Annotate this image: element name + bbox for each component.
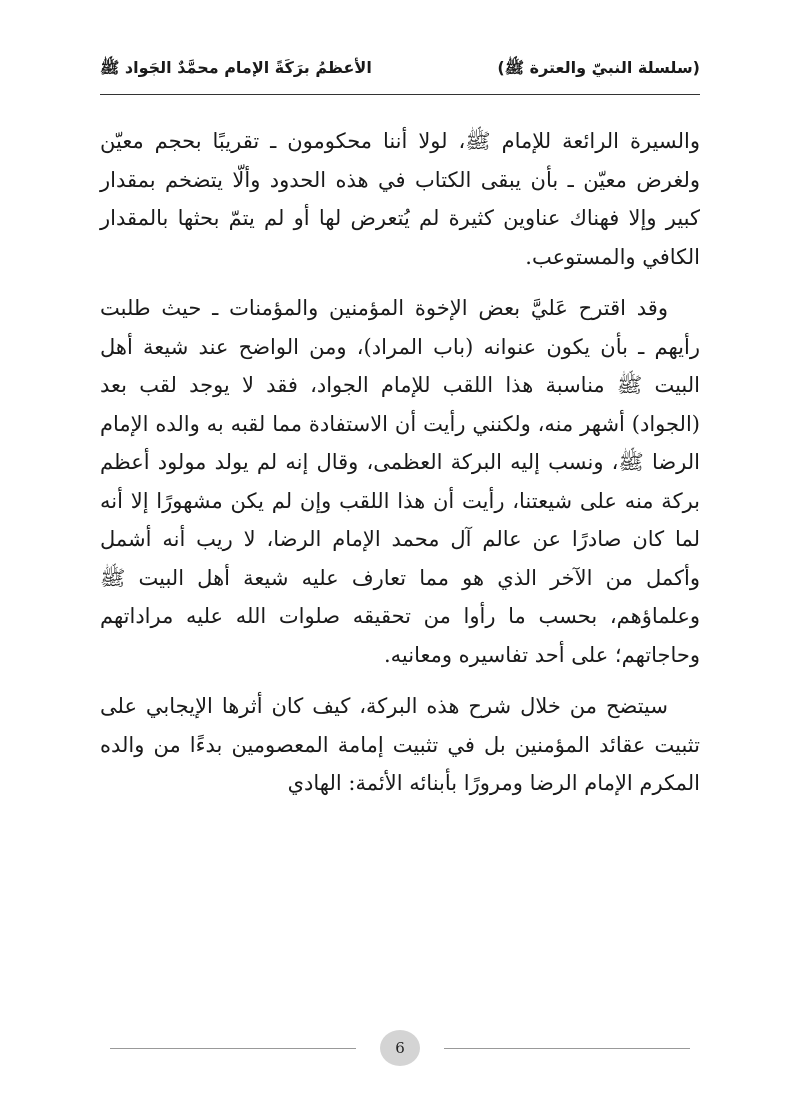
paragraph-2: وقد اقترح عَليَّ بعض الإخوة المؤمنين والمؤمنات ـ حيث طلبت رأيهم ـ بأن يكون عنوانه (باب المراد)، ومن الواضح عند شيعة أهل البيت ﷺ مناسبة هذا اللقب للإمام الجواد، فقد لا يوجد لقب بعد (الجواد) أشهر منه، ولكنني رأيت أن الاستفادة مما لقبه به والده الإمام الرضا ﷺ، ونسب إليه البركة العظمى، وقال إنه لم يولد مولود أعظم بركة منه على شيعتنا، رأيت أن هذا اللقب وإن لم يكن مشهورًا إلا أنه لما كان صادرًا عن عالم آل محمد الإمام الرضا، لا ريب أنه أشمل وأكمل من الآخر الذي هو مما تعارف عليه شيعة أهل البيت ﷺ وعلماؤهم، بحسب ما رأوا من تحقيقه صلوات الله عليه مراداتهم وحاجاتهم؛ على أحد تفاسيره ومعانيه. [100, 296, 700, 667]
page-number: 6 [395, 1039, 405, 1057]
footer-divider-right [444, 1048, 690, 1049]
page-body [100, 122, 700, 816]
running-header [100, 58, 700, 81]
page-number-badge [380, 1030, 420, 1066]
paragraph-1: والسيرة الرائعة للإمام ﷺ، لولا أننا محكومون ـ تقريبًا بحجم معيّن ولغرض معيّن ـ بأن يبقى الكتاب في هذه الحدود وألّا يتضخم بمقدار كبير وإلا فهناك عناوين كثيرة لم يُتعرض لها أو لم يتمّ بحثها بالمقدار الكافي والمستوعب. [100, 129, 700, 269]
header-divider [100, 94, 700, 95]
paragraph-3: سيتضح من خلال شرح هذه البركة، كيف كان أثرها الإيجابي على تثبيت عقائد المؤمنين بل في تثبيت إمامة المعصومين بدءًا من والده المكرم الإمام الرضا ومرورًا بأبنائه الأئمة: الهادي [100, 694, 700, 795]
series-title: (سلسلة النبيّ والعترة ﷺ) [497, 58, 700, 77]
book-title: الأعظمُ برَكَةً الإمام محمَّدٌ الجَواد ﷺ [100, 58, 372, 77]
footer-divider-left [110, 1048, 356, 1049]
page-footer [100, 1025, 700, 1065]
